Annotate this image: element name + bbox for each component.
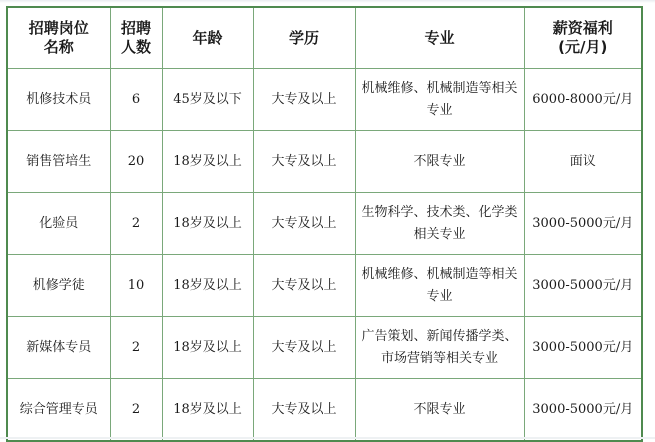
cell-age: 45岁及以下 [162,69,253,131]
cell-major: 生物科学、技术类、化学类相关专业 [355,193,524,255]
cell-education: 大专及以上 [253,379,355,442]
header-salary [524,7,642,69]
header-salary-line2: (元/月) [558,38,608,56]
cell-education: 大专及以上 [253,317,355,379]
cell-salary: 3000-5000元/月 [524,255,642,317]
header-age-line1: 年龄 [192,28,223,47]
header-position-line2: 名称 [43,38,74,56]
header-count-line1: 招聘 [120,19,151,37]
table-header-row [7,7,642,69]
table-row [7,255,642,317]
header-major [355,7,524,69]
cell-education: 大专及以上 [253,255,355,317]
cell-salary: 6000-8000元/月 [524,69,642,131]
cell-salary: 面议 [524,131,642,193]
cell-count: 10 [110,255,162,317]
header-position-line1: 招聘岗位 [28,19,89,37]
cell-salary: 3000-5000元/月 [524,193,642,255]
cell-major: 机械维修、机械制造等相关专业 [355,255,524,317]
header-education-line1: 学历 [288,28,319,47]
cell-education: 大专及以上 [253,193,355,255]
cell-salary: 3000-5000元/月 [524,317,642,379]
cell-major: 广告策划、新闻传播学类、市场营销等相关专业 [355,317,524,379]
cell-count: 20 [110,131,162,193]
cell-age: 18岁及以上 [162,379,253,442]
table-row [7,69,642,131]
cell-age: 18岁及以上 [162,255,253,317]
table-row [7,193,642,255]
table-row [7,317,642,379]
cell-age: 18岁及以上 [162,131,253,193]
cell-major: 机械维修、机械制造等相关专业 [355,69,524,131]
cell-position: 机修技术员 [7,69,110,131]
header-major-line1: 专业 [424,28,455,47]
top-divider [0,0,655,3]
cell-position: 机修学徒 [7,255,110,317]
header-count-line2: 人数 [120,38,151,56]
cell-position: 化验员 [7,193,110,255]
header-education [253,7,355,69]
cell-major: 不限专业 [355,379,524,442]
cell-position: 销售管培生 [7,131,110,193]
cell-count: 2 [110,317,162,379]
cell-salary: 3000-5000元/月 [524,379,642,442]
header-age [162,7,253,69]
header-salary-line1: 薪资福利 [552,19,613,37]
cell-major: 不限专业 [355,131,524,193]
cell-count: 6 [110,69,162,131]
cell-position: 新媒体专员 [7,317,110,379]
cell-education: 大专及以上 [253,69,355,131]
recruitment-table [6,6,643,442]
table-row [7,379,642,442]
cell-count: 2 [110,379,162,442]
cell-age: 18岁及以上 [162,317,253,379]
table-row [7,131,642,193]
header-position [7,7,110,69]
cell-age: 18岁及以上 [162,193,253,255]
cell-education: 大专及以上 [253,131,355,193]
cell-count: 2 [110,193,162,255]
header-count [110,7,162,69]
cell-position: 综合管理专员 [7,379,110,442]
